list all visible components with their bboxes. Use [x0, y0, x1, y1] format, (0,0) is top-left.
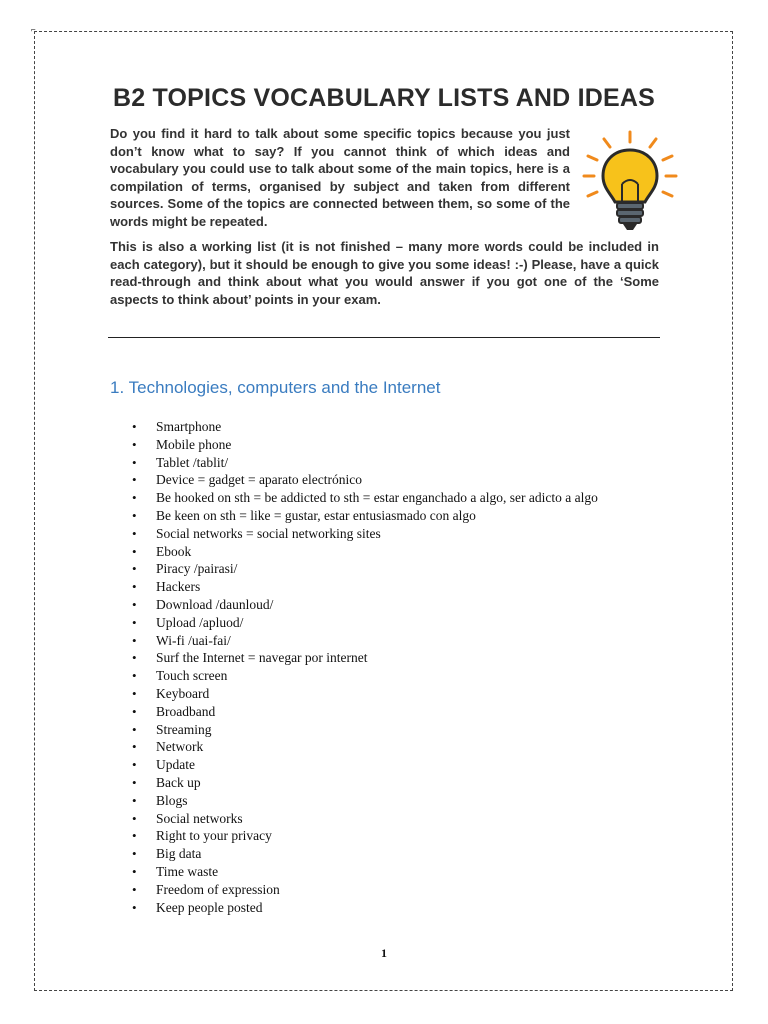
list-item-text: Social networks = social networking sites — [156, 525, 381, 541]
bullet-icon: • — [132, 650, 137, 666]
bullet-icon: • — [132, 543, 137, 559]
lightbulb-icon — [580, 128, 680, 238]
list-item — [132, 578, 652, 596]
list-item-text: Ebook — [156, 543, 192, 559]
bullet-icon: • — [132, 828, 137, 844]
bullet-icon: • — [132, 881, 137, 897]
bullet-icon: • — [132, 739, 137, 755]
bullet-icon: • — [132, 703, 137, 719]
list-item — [132, 703, 652, 721]
list-item-text: Download /daunloud/ — [156, 596, 274, 612]
list-item-text: Smartphone — [156, 419, 222, 434]
list-item-text: Right to your privacy — [156, 828, 272, 844]
list-item-text: Tablet /tablit/ — [156, 454, 229, 470]
list-item — [132, 649, 652, 667]
list-item-text: Streaming — [156, 721, 212, 737]
divider-line — [108, 337, 660, 338]
list-item-text: Update — [156, 757, 195, 773]
list-item — [132, 721, 652, 739]
list-item-text: Keep people posted — [156, 899, 263, 915]
vocabulary-list — [132, 418, 652, 916]
list-item-text: Big data — [156, 846, 202, 862]
list-item-text: Device = gadget = aparato electrónico — [156, 472, 363, 488]
list-item-text: Freedom of expression — [156, 881, 280, 897]
list-item — [132, 632, 652, 650]
bullet-icon: • — [132, 846, 137, 862]
list-item — [132, 471, 652, 489]
list-item — [132, 774, 652, 792]
bullet-icon: • — [132, 721, 137, 737]
section-number: 1. — [110, 378, 125, 397]
list-item-text: Back up — [156, 774, 201, 790]
bullet-icon: • — [132, 419, 137, 434]
list-item — [132, 560, 652, 578]
bullet-icon: • — [132, 561, 137, 577]
list-item-text: Broadband — [156, 703, 216, 719]
list-item — [132, 436, 652, 454]
list-item-text: Touch screen — [156, 668, 228, 684]
list-item — [132, 685, 652, 703]
bullet-icon: • — [132, 614, 137, 630]
bullet-icon: • — [132, 579, 137, 595]
document-title: B2 TOPICS VOCABULARY LISTS AND IDEAS — [113, 84, 655, 112]
list-item — [132, 507, 652, 525]
list-item — [132, 667, 652, 685]
bullet-icon: • — [132, 757, 137, 773]
list-item-text: Mobile phone — [156, 436, 232, 452]
list-item — [132, 792, 652, 810]
bullet-icon: • — [132, 685, 137, 701]
corner-mark: ⌐ — [31, 25, 36, 34]
list-item — [132, 881, 652, 899]
list-item — [132, 827, 652, 845]
list-item — [132, 899, 652, 917]
bullet-icon: • — [132, 525, 137, 541]
list-item-text: Social networks — [156, 810, 243, 826]
bullet-icon: • — [132, 490, 137, 506]
bullet-icon: • — [132, 454, 137, 470]
section-heading — [110, 378, 440, 398]
list-item — [132, 863, 652, 881]
list-item-text: Time waste — [156, 863, 219, 879]
bullet-icon: • — [132, 632, 137, 648]
bullet-icon: • — [132, 596, 137, 612]
list-item — [132, 489, 652, 507]
list-item-text: Hackers — [156, 579, 201, 595]
list-item — [132, 810, 652, 828]
list-item — [132, 738, 652, 756]
list-item-text: Piracy /pairasi/ — [156, 561, 238, 577]
list-item-text: Surf the Internet = navegar por internet — [156, 650, 368, 666]
bullet-icon: • — [132, 774, 137, 790]
page-number: 1 — [381, 946, 387, 960]
list-item — [132, 454, 652, 472]
section-title: Technologies, computers and the Internet — [128, 378, 441, 397]
bullet-icon: • — [132, 810, 137, 826]
bullet-icon: • — [132, 472, 137, 488]
bullet-icon: • — [132, 792, 137, 808]
list-item — [132, 418, 652, 436]
intro-paragraph-2: This is also a working list (it is not finished – many more words could be included in each category), but it should be enough to give you some ideas! :-) Please, have a quick read-through and think about what you would answer if you got one of the ‘Some aspects to think about’ points in your exam. — [110, 239, 659, 307]
list-item — [132, 845, 652, 863]
bullet-icon: • — [132, 863, 137, 879]
bullet-icon: • — [132, 668, 137, 684]
list-item-text: Upload /apluod/ — [156, 614, 244, 630]
list-item — [132, 543, 652, 561]
bullet-icon: • — [132, 507, 137, 523]
intro-paragraph-1: Do you find it hard to talk about some specific topics because you just don’t know what to say? If you cannot think of which ideas and vocabulary you could use to talk about some of the main topics, here is a compilation of terms, organised by subject and taken from different sources. Some of the topics are connected between them, so some of the words might be repeated. — [110, 126, 570, 229]
list-item-text: Blogs — [156, 792, 188, 808]
list-item — [132, 525, 652, 543]
list-item-text: Be keen on sth = like = gustar, estar entusiasmado con algo — [156, 507, 476, 523]
bullet-icon: • — [132, 436, 137, 452]
list-item-text: Wi-fi /uai-fai/ — [156, 632, 231, 648]
list-item-text: Keyboard — [156, 685, 210, 701]
list-item-text: Be hooked on sth = be addicted to sth = estar enganchado a algo, ser adicto a algo — [156, 490, 598, 506]
list-item-text: Network — [156, 739, 204, 755]
list-item — [132, 614, 652, 632]
bullet-icon: • — [132, 899, 137, 915]
list-item — [132, 596, 652, 614]
list-item — [132, 756, 652, 774]
